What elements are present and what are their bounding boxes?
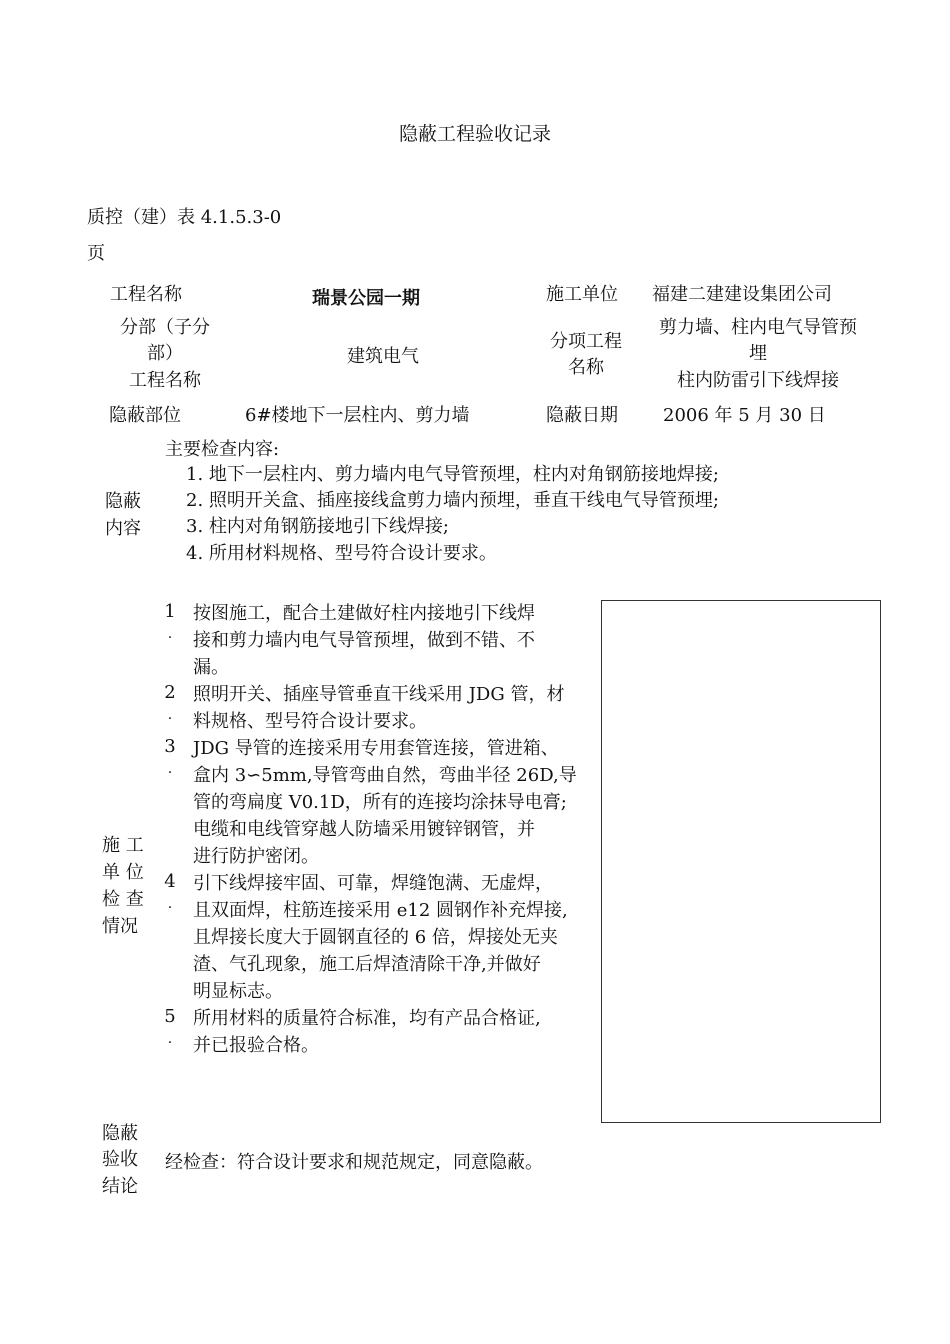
inspection-label-line4: 情况 (102, 916, 138, 937)
inspection-item-number: 5 (164, 1006, 176, 1027)
inspection-item-dot: · (167, 630, 173, 646)
inspection-line: 漏。 (193, 657, 229, 678)
hidden-content-label-line1: 隐蔽 (105, 491, 141, 512)
hidden-location-value: 6#楼地下一层柱内、剪力墙 (245, 405, 470, 426)
conclusion-label-line3: 结论 (102, 1176, 138, 1197)
inspection-line: 且双面焊，柱筋连接采用 e12 圆钢作补充焊接, (193, 900, 568, 921)
inspection-line: 照明开关、插座导管垂直干线采用 JDG 管，材 (193, 684, 565, 705)
inspection-line: 明显标志。 (193, 981, 283, 1002)
inspection-line: 接和剪力墙内电气导管预埋，做到不错、不 (193, 630, 535, 651)
hidden-date-value: 2006 年 5 月 30 日 (663, 405, 826, 426)
inspection-line: 且焊接长度大于圆钢直径的 6 倍，焊接处无夹 (193, 927, 558, 948)
inspection-label-line1: 施 工 (102, 835, 144, 856)
inspection-item-number: 3 (164, 736, 176, 757)
inspection-item-dot: · (167, 900, 173, 916)
project-name-value: 瑞景公园一期 (312, 288, 420, 309)
inspection-item-dot: · (167, 711, 173, 727)
inspection-item-dot: · (167, 1035, 173, 1051)
inspection-line: 料规格、型号符合设计要求。 (193, 711, 427, 732)
inspection-line: 渣、气孔现象，施工后焊渣清除干净,并做好 (193, 954, 541, 975)
hidden-location-label: 隐蔽部位 (109, 405, 181, 426)
project-name-label: 工程名称 (110, 284, 182, 305)
page-title: 隐蔽工程验收记录 (398, 123, 551, 145)
builder-value: 福建二建建设集团公司 (652, 284, 832, 305)
builder-label: 施工单位 (546, 284, 618, 305)
inspection-line: 进行防护密闭。 (193, 846, 319, 867)
hidden-date-label: 隐蔽日期 (546, 405, 618, 426)
inspection-line: JDG 导管的连接采用专用套管连接，管进箱、 (193, 738, 559, 759)
page-label: 页 (87, 243, 105, 264)
inspection-label-line3: 检 查 (102, 889, 144, 910)
sub-project-label-line1: 分部（子分 (120, 317, 210, 338)
item-project-label-line2: 名称 (568, 357, 604, 378)
inspection-item-number: 4 (164, 871, 176, 892)
inspection-label-line2: 单 位 (102, 862, 144, 883)
inspection-line: 引下线焊接牢固、可靠，焊缝饱满、无虚焊， (193, 873, 553, 894)
hidden-content-intro: 主要检查内容: (165, 439, 280, 460)
inspection-item-dot: · (167, 765, 173, 781)
signature-box (601, 600, 881, 1123)
item-project-value-line3: 柱内防雷引下线焊接 (677, 370, 839, 391)
item-project-value-line1: 剪力墙、柱内电气导管预 (659, 317, 857, 338)
inspection-line: 按图施工，配合土建做好柱内接地引下线焊 (193, 603, 535, 624)
hidden-content-item: 2. 照明开关盒、插座接线盒剪力墙内预埋，垂直干线电气导管预埋; (186, 490, 719, 511)
sub-project-label-line3: 工程名称 (129, 370, 201, 391)
inspection-line: 所用材料的质量符合标准，均有产品合格证, (193, 1008, 541, 1029)
conclusion-label-line1: 隐蔽 (102, 1123, 138, 1144)
inspection-line: 管的弯扁度 V0.1D，所有的连接均涂抹导电膏; (193, 792, 567, 813)
item-project-value-line2: 埋 (749, 343, 767, 364)
hidden-content-item: 3. 柱内对角钢筋接地引下线焊接; (186, 516, 449, 537)
hidden-content-item: 4. 所用材料规格、型号符合设计要求。 (186, 543, 497, 564)
conclusion-label-line2: 验收 (102, 1149, 138, 1170)
inspection-line: 盒内 3∽5mm,导管弯曲自然，弯曲半径 26D,导 (193, 765, 577, 786)
inspection-item-number: 2 (164, 682, 176, 703)
hidden-content-item: 1. 地下一层柱内、剪力墙内电气导管预埋，柱内对角钢筋接地焊接; (186, 464, 719, 485)
hidden-content-label-line2: 内容 (105, 518, 141, 539)
inspection-item-number: 1 (164, 601, 176, 622)
sub-project-label-line2: 部） (147, 343, 183, 364)
item-project-label-line1: 分项工程 (550, 331, 622, 352)
sub-project-value: 建筑电气 (347, 346, 419, 367)
form-code: 质控（建）表 4.1.5.3-0 (87, 207, 282, 228)
inspection-line: 电缆和电线管穿越人防墙采用镀锌钢管，并 (193, 819, 535, 840)
inspection-line: 并已报验合格。 (193, 1035, 319, 1056)
conclusion-text: 经检查：符合设计要求和规范规定，同意隐蔽。 (165, 1152, 543, 1173)
